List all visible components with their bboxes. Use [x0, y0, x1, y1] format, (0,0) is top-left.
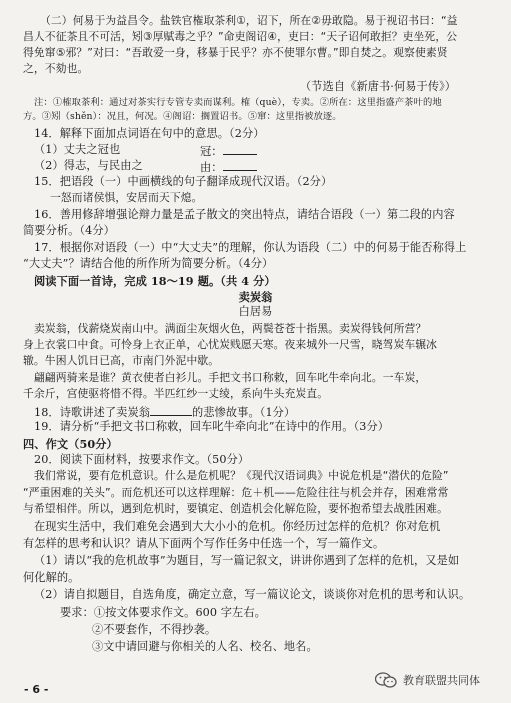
wechat-icon — [375, 672, 397, 688]
poem-author: 白居易 — [238, 305, 273, 318]
watermark-text: 教育联盟共同体 — [403, 674, 480, 687]
question-16-cont: 简要分析。（4分） — [23, 224, 115, 237]
passage2-line: 昌人不征茶且不可活，矧③厚赋毒之乎？”命吏阁诏④，吏曰：“天子诏何敢拒？吏坐死，公 — [23, 30, 458, 43]
question-17: 17．根据你对语段（一）中“大丈夫”的理解，你认为语段（二）中的何易于能否称得上 — [34, 241, 467, 254]
q15-sentence: 一怒而诸侯惧，安居而天下熄。 — [50, 191, 203, 204]
question-14: 14．解释下面加点词语在句中的意思。（2分） — [34, 127, 265, 140]
poem-line: 辙。牛困人饥日已高，市南门外泥中歇。 — [23, 354, 220, 367]
answer-blank — [150, 404, 192, 416]
note-line: 注：①榷取茶利：通过对茶实行专管专卖而谋利。榷（què），专卖。②所在：这里指盛产茶叶的地 — [34, 97, 442, 108]
material-line: 我们常说，要有危机意识。什么是危机呢？《现代汉语词典》中说危机是“潜伏的危险” — [34, 469, 449, 482]
poem-line: 身上衣裳口中食。可怜身上衣正单，心忧炭贱愿天寒。夜来城外一尺雪，晓驾炭车辗冰 — [23, 338, 438, 351]
question-16: 16．善用修辞增强论辩力量是孟子散文的突出特点，请结合语段（一）第二段的内容 — [34, 208, 455, 221]
question-19: 19．请分析“手把文书口称敕，回车叱牛牵向北”在诗中的作用。（3分） — [34, 420, 390, 433]
passage2-line: 之，不劾也。 — [23, 62, 89, 75]
poem-line: 千余斤，宫使驱将惜不得。半匹红纱一丈绫，系向牛头充炭直。 — [23, 387, 329, 400]
poem-section-heading: 阅读下面一首诗，完成 18～19 题。（共 4 分） — [34, 274, 276, 288]
requirement-line: ③文中请回避与你相关的人名、校名、地名。 — [92, 640, 318, 653]
question-18-text: 18．诗歌讲述了卖炭翁 — [34, 406, 151, 419]
poem-title: 卖炭翁 — [238, 290, 273, 304]
passage2-source: （节选自《新唐书·何易于传》） — [300, 80, 457, 93]
answer-blank — [223, 159, 257, 171]
q14-item-1-answer — [200, 143, 257, 159]
q14-item-2-answer — [200, 159, 257, 175]
answer-blank — [223, 143, 257, 155]
prompt-line: 何化解的。 — [23, 571, 80, 584]
passage2-line: 得免窜⑤邪？”对曰：“吾敢爱一身，移暴于民乎？亦不使罪尔曹。”即自焚之。观察使素贤 — [23, 46, 448, 59]
passage2-line: （二）何易于为益昌令。盐铁官権取茶利①，诏下，所在②毋敢隐。易于视诏书曰：“益 — [40, 14, 458, 27]
prompt-line: （1）请以“我的危机故事”为题目，写一篇记叙文，讲讲你遇到了怎样的危机，又是如 — [34, 554, 460, 567]
prompt-line: 有怎样的思考和认识？请从下面两个写作任务中任选一个，写一篇作文。 — [23, 537, 385, 550]
question-20: 20．阅读下面材料，按要求作文。（50分） — [34, 453, 250, 466]
requirement-line: 要求：①按文体要求作文。600 字左右。 — [60, 606, 266, 619]
q14-item-1: （1）丈夫之冠也 — [34, 143, 121, 156]
requirement-line: ②不要套作，不得抄袭。 — [92, 623, 217, 636]
question-18 — [34, 404, 295, 420]
watermark — [375, 672, 480, 688]
question-17-cont: “大丈夫”？请结合他的所作所为简要分析。（4分） — [23, 257, 274, 270]
writing-heading: 四、作文（50分） — [23, 437, 118, 451]
note-line: 方。③矧（shěn）：况且，何况。④阁诏：搁置诏书。⑤窜：这里指被放逐。 — [23, 111, 342, 122]
poem-line: 翩翩两骑来是谁？黄衣使者白衫儿。手把文书口称敕，回车叱牛牵向北。一车炭， — [34, 371, 427, 384]
question-15: 15．把语段（一）中画横线的句子翻译成现代汉语。（2分） — [34, 175, 333, 188]
prompt-line: （2）请自拟题目，自选角度，确定立意，写一篇议论文，谈谈你对危机的思考和认识。 — [34, 588, 471, 601]
page-number: - 6 - — [24, 683, 49, 696]
material-line: 与希望相伴。所以，遇到危机时，要镇定、创造机会化解危险，要怀抱希望去战胜困难。 — [23, 502, 448, 515]
q14-item-2-label: 由： — [200, 161, 223, 174]
material-line: “严重困难的关头”。而危机还可以这样理解：危＋机——危险往往与机会并存，困难常常 — [23, 486, 449, 499]
q14-item-2: （2）得志，与民由之 — [34, 159, 143, 172]
q14-item-1-label: 冠： — [200, 145, 223, 158]
question-18-end: 的悲惨故事。（1分） — [192, 406, 296, 419]
prompt-line: 在现实生活中，我们难免会遇到大大小小的危机。你经历过怎样的危机？你对危机 — [34, 520, 441, 533]
poem-line: 卖炭翁，伐薪烧炭南山中。满面尘灰烟火色，两鬓苍苍十指黑。卖炭得钱何所营？ — [34, 322, 427, 335]
